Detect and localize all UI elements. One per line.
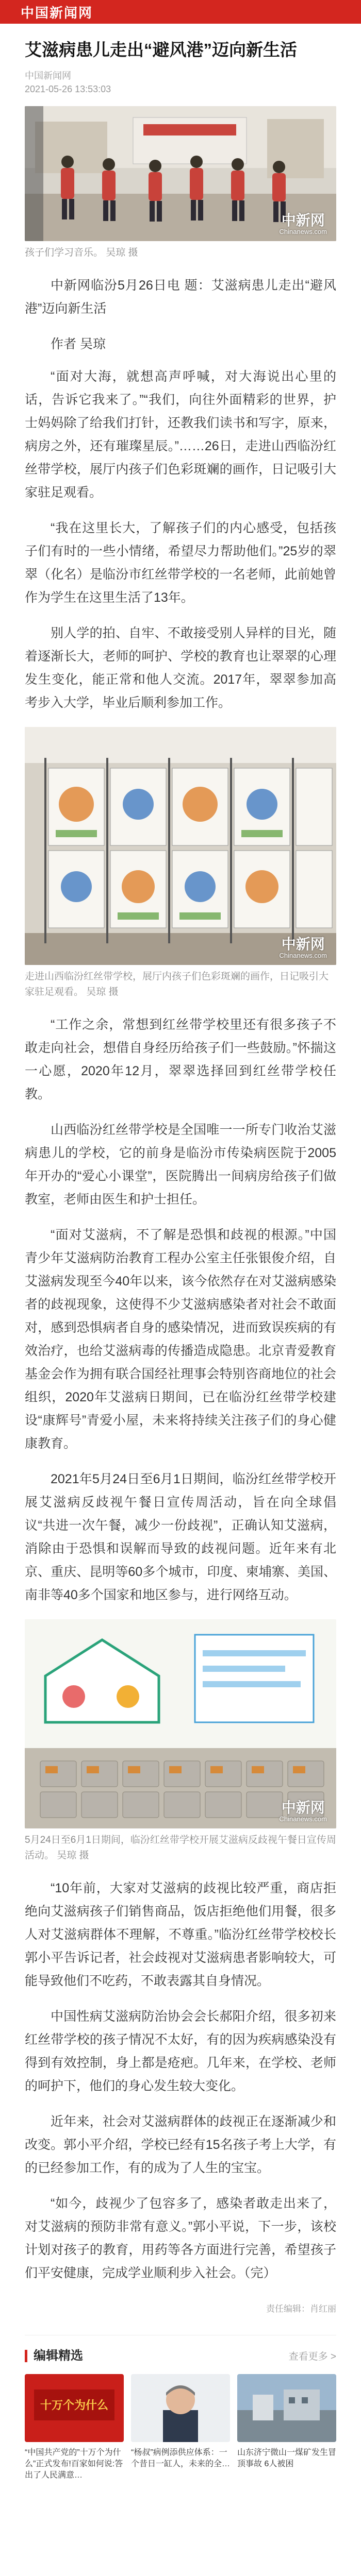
paragraph-2: “面对大海，就想高声呼喊，对大海说出心里的话，告诉它我来了。”“我们，向往外面精彩的世界，护士妈妈除了给我们打针，还教我们读书和写字，原来，病房之外，还有璀璨星辰。”……26日，走进山西临汾红丝带学校，展厅内孩子们色彩斑斓的画作，日记吸引大家驻足观看。 [25,369,336,500]
article-content [0,38,361,2493]
recommend-card-title: “杨叔”病例添供应体系：一个昔日一缸人，未来的全… [131,2448,230,2468]
recommend-card[interactable] [131,2374,230,2493]
photo-lunch-day [25,1619,336,1828]
recommend-header [25,2335,336,2370]
recommend-card[interactable] [237,2374,336,2493]
recommend-list [25,2374,336,2493]
article-author: 作者 吴琼 [51,337,106,351]
article-datetime: 2021-05-26 13:53:03 [25,84,111,94]
recommend-card-title: “中国共产党的”十万个为什么”正式发布!百家如何说:答出了人民满意… [25,2448,123,2480]
responsible-editor: 责任编辑：肖红丽 [266,2304,336,2314]
paragraph-7: “面对艾滋病，不了解是恐惧和歧视的根源。”中国青少年艾滋病防治教育工程办公室主任张银俊介绍，自艾滋病发现至今40年以来，该今依然存在对艾滋病感染者的歧视现象，这使得不少艾滋病感染者对社会不敢面对，感到恐惧病者自身的感染情况，进而致误疾病的有效治疗，也给艾滋病毒的传播造成隐患。北京青爱教育基金会作为拥有联合国经社理事会特别咨商地位的社会组织，2020年艾滋病日期间，已在临汾红丝带学校建设“康辉号”青爱小屋，未来将持续关注孩子们的身心健康教育。 [25,1228,336,1451]
top-banner [0,0,361,24]
recommend-thumbnail [131,2374,230,2442]
paragraph-10: 中国性病艾滋病防治协会会长郝阳介绍，很多初来红丝带学校的孩子情况不太好，有的因为疾病感染没有得到有效控制，身上都是疮疤。几年来，在学校、老师的呵护下，他们的身心发生较大变化。 [25,2009,336,2093]
photo-watermark: 中新网 Chinanews.com [279,212,327,235]
paragraph-1: 中新网临汾5月26日电 题：艾滋病患儿走出“避风港”迈向新生活 [25,278,336,316]
paragraph-8: 2021年5月24日至6月1日期间，临汾红丝带学校开展艾滋病反歧视午餐日宣传周活动，旨在向全球倡议“共进一次午餐，减少一份歧视”，正确认知艾滋病，消除由于恐惧和误解而导致的歧视问题。近年来有北京、重庆、昆明等60多个城市，印度、柬埔寨、美国、南非等40多个国家和地区参与，进行网络互动。 [25,1472,336,1602]
paragraph-4: 别人学的拍、自牢、不敢接受别人异样的目光，随着逐渐长大，老师的呵护、学校的教育也让翠翠的心理发生变化，能正常和他人交流。2017年，翠翠参加高考步入大学，毕业后顺利参加工作。 [25,626,336,710]
recommend-thumbnail [25,2374,124,2442]
paragraph-9: “10年前，大家对艾滋病的歧视比较严重，商店拒绝向艾滋病孩子们销售商品，饭店拒绝他们用餐，很多人对艾滋病群体不理解，不尊重。”临汾红丝带学校校长郭小平告诉记者，社会歧视对艾滋病患者影响较大，可能导致他们不吃药，不敢表露其自身情况。 [25,1881,336,1988]
photo-exhibition [25,727,336,965]
recommend-title: 编辑精选 [25,2350,83,2362]
paragraph-5: “工作之余，常想到红丝带学校里还有很多孩子不敢走向社会，想借自身经历给孩子们一些鼓励。”怀揣这一心愿，2020年12月，翠翠选择回到红丝带学校任教。 [25,1018,336,1101]
paragraph-12: “如今，歧视少了包容多了，感染者敢走出来了，对艾滋病的预防非常有意义。”郭小平说，下一步，该校计划对孩子的教育，用药等各方面进行完善，希望孩子们平安健康，完成学业顺利步入社会。（完） [25,2196,336,2280]
photo-watermark: 中新网 Chinanews.com [279,1799,327,1823]
photo-music-class [25,106,336,241]
see-more-link[interactable]: 查看更多 > [288,2351,336,2362]
photo-watermark: 中新网 Chinanews.com [279,936,327,959]
article-title: 艾滋病患儿走出“避风港”迈向新生活 [25,40,297,59]
photo-caption-2: 走进山西临汾红丝带学校，展厅内孩子们色彩斑斓的画作，日记吸引大家驻足观看。 吴琼 摄 [25,971,329,997]
paragraph-11: 近年来，社会对艾滋病群体的歧视正在逐渐减少和改变。郭小平介绍，学校已经有15名孩子考上大学，有的已经参加工作，有的成为了人生的宝宝。 [25,2114,336,2175]
thumbnail-text: 十万个为什么 [40,2399,109,2412]
recommend-card-title: 山东济宁微山一煤矿发生冒顶事故 6人被困 [237,2448,336,2468]
paragraph-3: “我在这里长大，了解孩子们的内心感受，包括孩子们有时的一些小情绪，希望尽力帮助他们。”25岁的翠翠（化名）是临汾市红丝带学校的一名老师，此前她曾作为学生在这里生活了13年。 [25,521,336,605]
paragraph-6: 山西临汾红丝带学校是全国唯一一所专门收治艾滋病患儿的学校，它的前身是临汾市传染病医院于2005年开办的“爱心小课堂”，医院腾出一间病房给孩子们做教室，老师由医生和护士担任。 [25,1123,336,1207]
photo-caption-1: 孩子们学习音乐。 吴琼 摄 [25,247,138,258]
photo-caption-3: 5月24日至6月1日期间，临汾红丝带学校开展艾滋病反歧视午餐日宣传周活动。 吴琼 摄 [25,1835,336,1861]
article-source: 中国新闻网 [25,71,71,81]
recommend-card[interactable] [25,2374,124,2493]
site-logo[interactable]: 中国新闻网 [21,5,93,21]
recommend-thumbnail [237,2374,336,2442]
